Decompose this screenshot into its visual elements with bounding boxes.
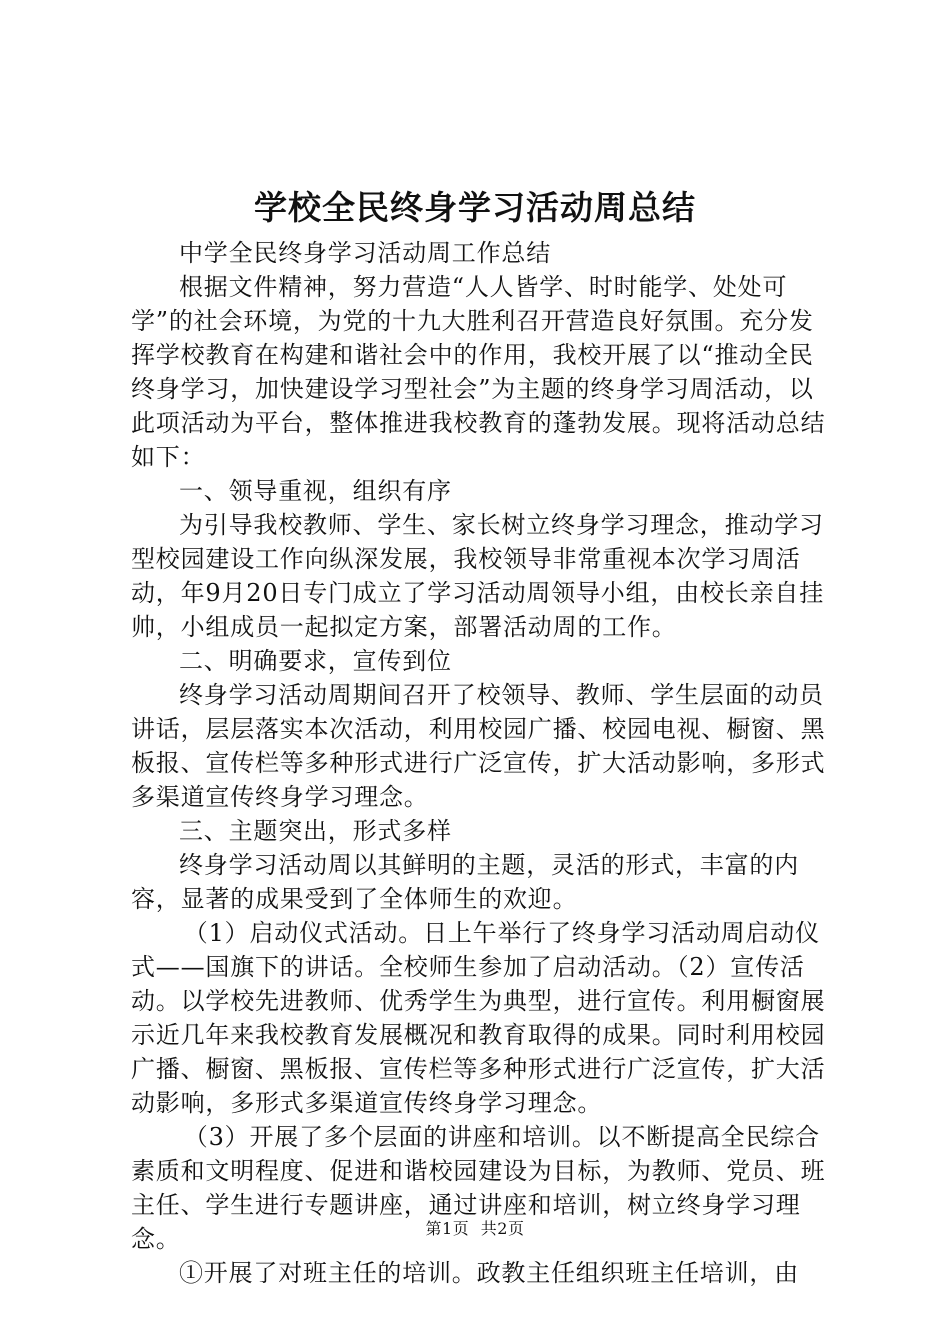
body-paragraph: 为引导我校教师、学生、家长树立终身学习理念，推动学习型校园建设工作向纵深发展，我校领导非常重视本次学习周活动，年9月20日专门成立了学习活动周领导小组，由校长亲自挂帅，小组成员一起拟定方案，部署活动周的工作。 xyxy=(131,511,825,641)
document-title: 学校全民终身学习活动周总结 xyxy=(254,188,696,227)
section-heading: 三、主题突出，形式多样 xyxy=(179,817,452,845)
page-number: 第1页 xyxy=(425,1219,470,1238)
section-heading: 一、领导重视，组织有序 xyxy=(179,477,452,505)
body-paragraph: （1）启动仪式活动。日上午举行了终身学习活动周启动仪式——国旗下的讲话。全校师生参加了启动活动。（2）宣传活动。以学校先进教师、优秀学生为典型，进行宣传。利用橱窗展示近几年来我校教育发展概况和教育取得的成果。同时利用校园广播、橱窗、黑板报、宣传栏等多种形式进行广泛宣传，扩大活动影响，多形式多渠道宣传终身学习理念。 xyxy=(131,919,826,1117)
subtitle-paragraph: 中学全民终身学习活动周工作总结 xyxy=(179,239,551,267)
page-total: 共2页 xyxy=(480,1219,525,1238)
body-paragraph: 终身学习活动周期间召开了校领导、教师、学生层面的动员讲话，层层落实本次活动，利用校园广播、校园电视、橱窗、黑板报、宣传栏等多种形式进行广泛宣传，扩大活动影响，多形式多渠道宣传终身学习理念。 xyxy=(131,681,826,811)
body-paragraph: 根据文件精神，努力营造“人人皆学、时时能学、处处可学”的社会环境，为党的十九大胜利召开营造良好氛围。充分发挥学校教育在构建和谐社会中的作用，我校开展了以“推动全民终身学习，加快建设学习型社会”为主题的终身学习周活动，以此项活动为平台，整体推进我校教育的蓬勃发展。现将活动总结如下： xyxy=(131,273,826,471)
body-paragraph: （3）开展了多个层面的讲座和培训。以不断提高全民综合素质和文明程度、促进和谐校园建设为目标，为教师、党员、班主任、学生进行专题讲座，通过讲座和培训，树立终身学习理念。 xyxy=(131,1123,826,1253)
document-body xyxy=(131,236,831,1290)
body-paragraph: ①开展了对班主任的培训。政教主任组织班主任培训，由 xyxy=(179,1259,799,1287)
body-paragraph: 终身学习活动周以其鲜明的主题，灵活的形式，丰富的内容，显著的成果受到了全体师生的欢迎。 xyxy=(131,851,799,913)
section-heading: 二、明确要求，宣传到位 xyxy=(179,647,452,675)
page-footer xyxy=(0,1217,950,1241)
